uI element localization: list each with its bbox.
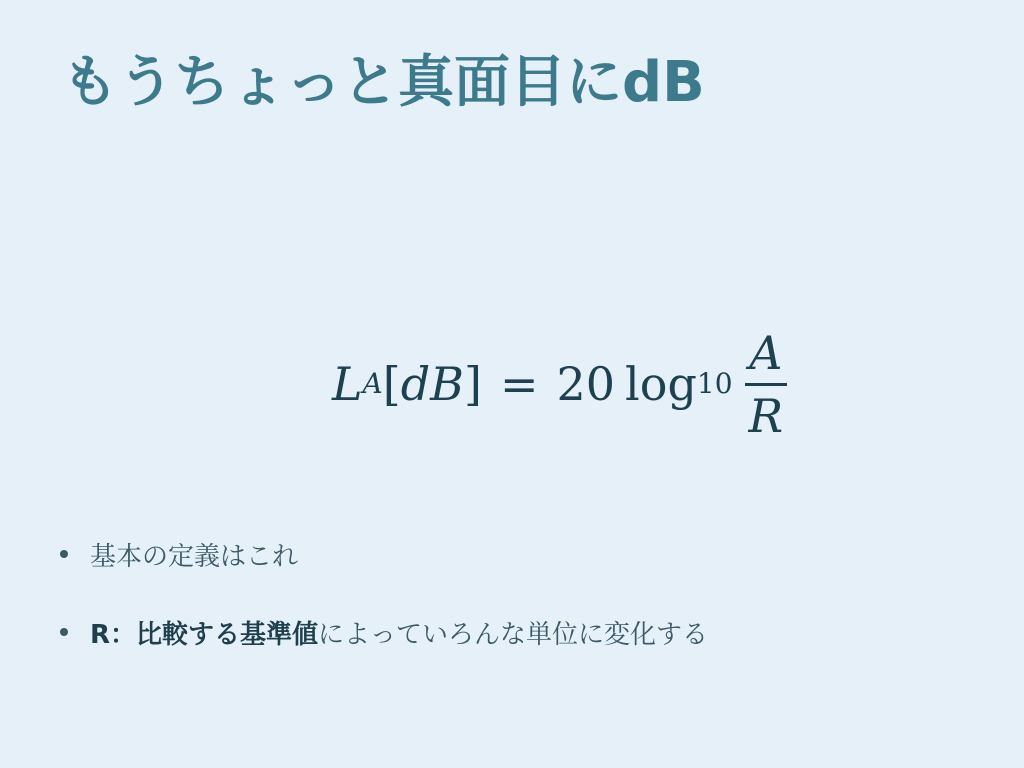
bullet-text: によっていろんな単位に変化する <box>318 619 709 650</box>
formula-fraction <box>745 327 788 442</box>
bullet-dot-icon <box>60 550 68 558</box>
slide-title: もうちょっと真面目にdB <box>62 50 705 115</box>
bullet-text: 基本の定義はこれ <box>90 541 299 572</box>
list-item <box>60 610 708 654</box>
db-formula: L A [ dB ] = 20 log 10 $\frac{A}{R}$ <box>332 322 787 446</box>
bullet-dot-icon <box>60 628 68 636</box>
formula-fraction-bar <box>745 383 788 386</box>
formula-level-symbol: L <box>332 357 363 411</box>
formula-denominator: R <box>748 388 784 443</box>
formula-unit: dB <box>400 357 464 411</box>
list-item <box>60 532 708 576</box>
formula-bracket-open: [ <box>382 357 401 411</box>
formula-numerator: A <box>749 325 783 380</box>
bullet-bold-text: R：比較する基準値 <box>90 619 319 650</box>
bullet-list <box>60 532 708 654</box>
formula-equals: = <box>499 357 539 411</box>
formula-coefficient: 20 <box>556 357 616 411</box>
formula-log: log <box>625 357 697 411</box>
formula-bracket-close: ] <box>463 357 482 411</box>
